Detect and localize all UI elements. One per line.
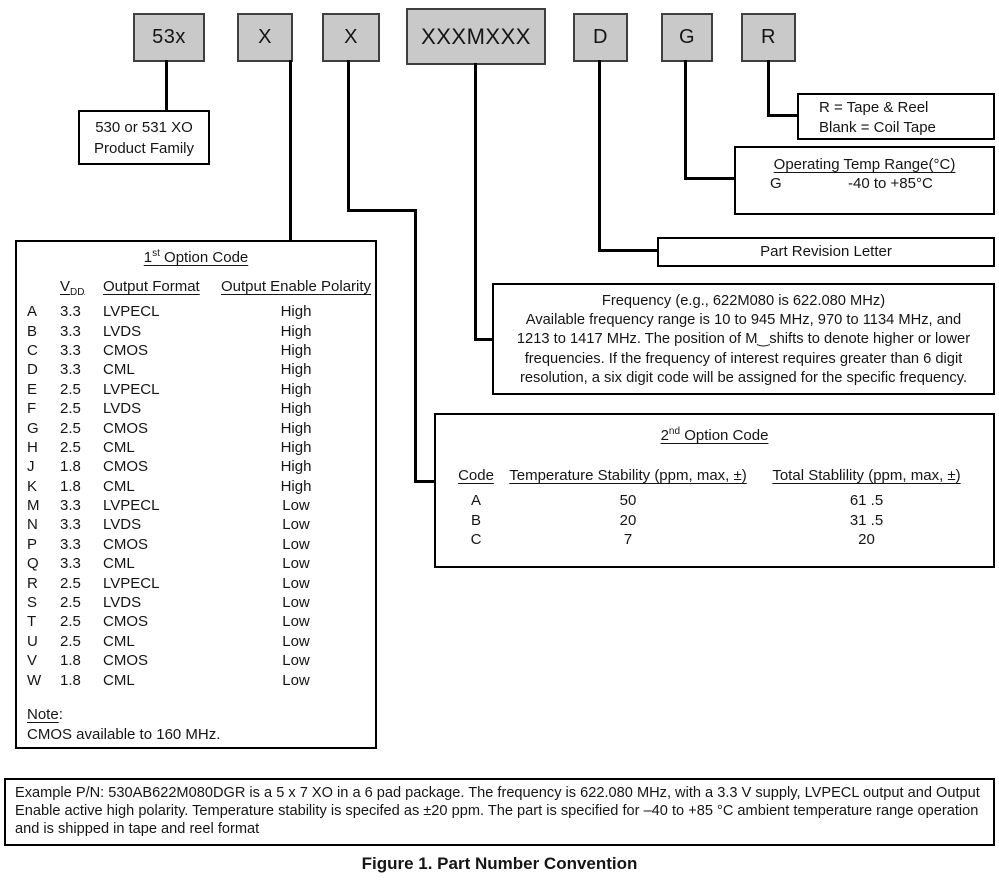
option1-table-head bbox=[24, 278, 376, 302]
option1-row: T 2.5 CMOS Low bbox=[27, 613, 310, 631]
connector-option1-v bbox=[289, 60, 292, 242]
option1-row: J 1.8 CMOS High bbox=[27, 458, 312, 476]
callout-product-family bbox=[78, 110, 210, 165]
connector-tape-h bbox=[767, 114, 799, 117]
option1-table bbox=[24, 278, 376, 690]
option2-title-rest: Option Code bbox=[680, 427, 769, 444]
connector-frequency-v bbox=[474, 63, 477, 341]
option2-table-body bbox=[444, 491, 985, 549]
option1-row: G 2.5 CMOS High bbox=[27, 419, 312, 437]
frequency-line5: resolution, a six digit code will be assigned for the specific frequency. bbox=[519, 369, 968, 386]
option1-row: W 1.8 CML Low bbox=[27, 671, 310, 689]
option1-row: K 1.8 CML High bbox=[27, 477, 312, 495]
frequency-line2: Available frequency range is 10 to 945 MHz, 970 to 1134 MHz, and bbox=[525, 312, 962, 329]
option2-title-sup: nd bbox=[668, 426, 681, 437]
option1-row: E 2.5 LVPECL High bbox=[27, 380, 312, 398]
option2-title bbox=[436, 427, 993, 444]
connector-revision-h bbox=[598, 249, 659, 252]
callout-part-revision bbox=[657, 237, 995, 267]
part-revision-label: Part Revision Letter bbox=[760, 243, 892, 260]
example-text: Example P/N: 530AB622M080DGR is a 5 x 7 XO in a 6 pad package. The frequency is 622.080 MHz, with a 3.3 V supply, LVPECL output and Output Enable active high polarity. Temperature stability is specifed as ±20 ppm. The part is specified for –40 to +85 °C ambient temperature range operation and is shipped in tape and reel format bbox=[15, 785, 980, 837]
option1-row: H 2.5 CML High bbox=[27, 438, 312, 456]
option2-table-box bbox=[434, 413, 995, 568]
option1-row: A 3.3 LVPECL High bbox=[27, 303, 312, 321]
option1-row: F 2.5 LVDS High bbox=[27, 400, 312, 418]
option2-table bbox=[444, 467, 985, 549]
operating-temp-code: G bbox=[770, 175, 782, 192]
pn-box-temp bbox=[661, 13, 713, 62]
example-box bbox=[4, 778, 995, 846]
option1-row: N 3.3 LVDS Low bbox=[27, 516, 310, 534]
option1-note bbox=[27, 705, 220, 744]
connector-temp-h bbox=[684, 177, 736, 180]
frequency-line4: frequencies. If the frequency of interest requires greater than 6 digit bbox=[524, 350, 963, 367]
option1-header-polarity: Output Enable Polarity bbox=[220, 278, 372, 295]
operating-temp-row bbox=[736, 175, 993, 195]
option1-row: P 3.3 CMOS Low bbox=[27, 535, 310, 553]
option2-row: A 50 61 .5 bbox=[470, 492, 884, 510]
tape-reel-line1: R = Tape & Reel bbox=[819, 99, 929, 116]
pn-box-revision bbox=[573, 13, 628, 62]
option1-row: S 2.5 LVDS Low bbox=[27, 594, 310, 612]
connector-option2-h1 bbox=[347, 209, 417, 212]
option1-row: C 3.3 CMOS High bbox=[27, 341, 312, 359]
option1-title-rest: Option Code bbox=[159, 249, 249, 266]
pn-box-tape-label: R bbox=[761, 26, 776, 48]
option1-title-text bbox=[144, 249, 249, 266]
pn-box-frequency bbox=[406, 8, 546, 65]
pn-box-option2-label: X bbox=[344, 26, 358, 48]
option1-note-label: Note: bbox=[27, 706, 63, 723]
connector-tape-v bbox=[767, 60, 770, 117]
connector-frequency-h bbox=[474, 338, 494, 341]
option1-row: U 2.5 CML Low bbox=[27, 632, 310, 650]
connector-temp-v bbox=[684, 60, 687, 180]
option1-row: Q 3.3 CML Low bbox=[27, 555, 310, 573]
option2-header-temp: Temperature Stability (ppm, max, ±) bbox=[509, 467, 747, 484]
option2-header-code: Code bbox=[458, 467, 494, 484]
option2-title-text bbox=[661, 427, 769, 444]
pn-box-revision-label: D bbox=[593, 26, 608, 48]
pn-box-family-label: 53x bbox=[152, 26, 186, 48]
product-family-line1: 530 or 531 XO bbox=[95, 119, 193, 136]
option1-row: R 2.5 LVPECL Low bbox=[27, 574, 310, 592]
frequency-line1: Frequency (e.g., 622M080 is 622.080 MHz) bbox=[601, 293, 886, 309]
callout-frequency bbox=[492, 283, 995, 395]
option1-row: D 3.3 CML High bbox=[27, 361, 312, 379]
option1-note-text: CMOS available to 160 MHz. bbox=[27, 725, 221, 743]
pn-box-frequency-label: XXXMXXX bbox=[421, 23, 531, 49]
pn-box-option1 bbox=[237, 13, 293, 62]
figure-caption: Figure 1. Part Number Convention bbox=[361, 854, 638, 873]
operating-temp-range: -40 to +85°C bbox=[848, 175, 933, 192]
tape-reel-line2: Blank = Coil Tape bbox=[819, 119, 936, 136]
callout-operating-temp bbox=[734, 146, 995, 215]
product-family-line2: Product Family bbox=[93, 140, 195, 157]
connector-option2-v2 bbox=[414, 209, 417, 483]
pn-box-option2 bbox=[322, 13, 380, 62]
pn-box-temp-label: G bbox=[678, 26, 696, 48]
option1-row: M 3.3 LVPECL Low bbox=[27, 497, 310, 515]
connector-option2-v1 bbox=[347, 60, 350, 212]
connector-option2-h2 bbox=[414, 480, 436, 483]
option2-header-total: Total Stablility (ppm, max, ±) bbox=[772, 467, 961, 484]
option1-row: B 3.3 LVDS High bbox=[27, 322, 312, 340]
option1-header-row bbox=[24, 278, 376, 302]
option1-header-vdd: $V_{DD}$ bbox=[60, 278, 85, 298]
callout-tape-reel bbox=[797, 93, 995, 140]
option1-table-body bbox=[24, 302, 376, 690]
option2-title-num: 2 bbox=[660, 427, 669, 444]
pn-box-tape bbox=[741, 13, 796, 62]
operating-temp-title: Operating Temp Range(°C) bbox=[773, 156, 956, 173]
pn-box-family bbox=[133, 13, 205, 62]
option1-title-sup: st bbox=[152, 248, 160, 259]
option2-row: C 7 20 bbox=[470, 530, 875, 548]
option1-header-format: Output Format bbox=[103, 278, 200, 295]
pn-box-option1-label: X bbox=[258, 26, 272, 48]
option1-table-box bbox=[15, 240, 377, 749]
connector-family-v bbox=[165, 60, 168, 112]
connector-revision-v bbox=[598, 60, 601, 252]
option1-title bbox=[17, 249, 375, 266]
option1-row: V 1.8 CMOS Low bbox=[27, 652, 310, 670]
option1-header-blank bbox=[24, 278, 60, 302]
option2-row: B 20 31 .5 bbox=[470, 511, 884, 529]
option2-table-head bbox=[444, 467, 985, 491]
option1-title-num: 1 bbox=[143, 249, 153, 266]
frequency-line3: 1213 to 1417 MHz. The position of M‿shifts to denote higher or lower bbox=[516, 331, 971, 348]
option2-header-row bbox=[444, 467, 985, 491]
